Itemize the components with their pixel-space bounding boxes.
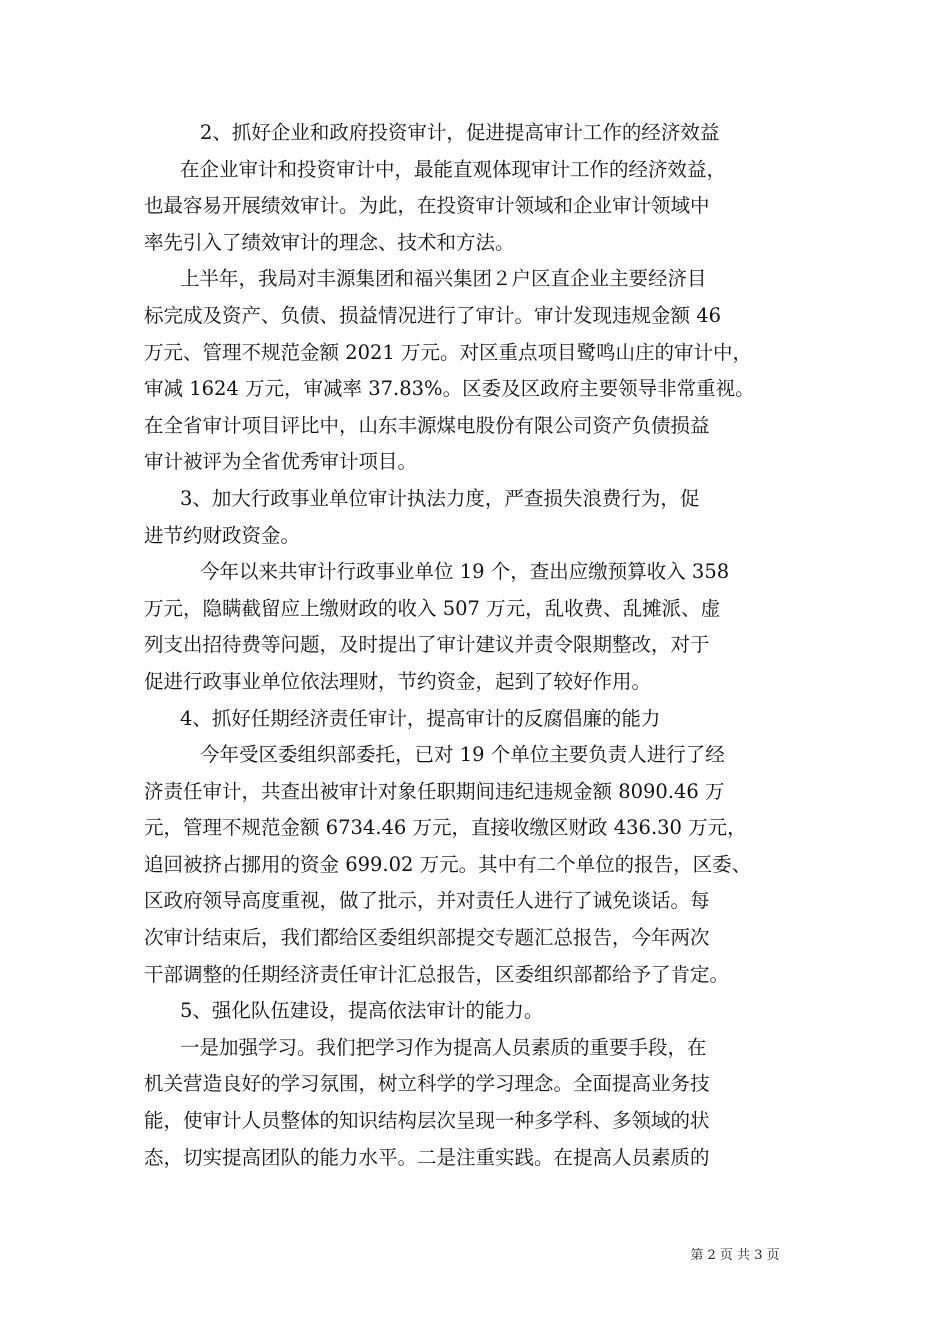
paragraph-line: 率先引入了绩效审计的理念、技术和方法。: [144, 230, 515, 254]
paragraph-line: 审计被评为全省优秀审计项目。: [144, 450, 418, 474]
document-body: [144, 115, 814, 1176]
paragraph-line: 也最容易开展绩效审计。为此，在投资审计领域和企业审计领域中: [144, 194, 710, 218]
paragraph-line: 能，使审计人员整体的知识结构层次呈现一种多学科、多领域的状: [144, 1109, 710, 1133]
paragraph-line: 元，管理不规范金额 6734.46 万元，直接收缴区财政 436.30 万元，: [144, 816, 747, 840]
section-heading-3: 3、加大行政事业单位审计执法力度，严查损失浪费行为，促: [180, 486, 700, 510]
section-heading-4: 4、抓好任期经济责任审计，提高审计的反腐倡廉的能力: [180, 706, 661, 730]
paragraph-line: 标完成及资产、负债、损益情况进行了审计。审计发现违规金额 46: [144, 303, 722, 327]
paragraph-line: 审减 1624 万元，审减率 37.83%。区委及区政府主要领导非常重视。: [144, 377, 755, 401]
paragraph-line: 区政府领导高度重视，做了批示，并对责任人进行了诫免谈话。每: [144, 889, 710, 913]
section-heading-3-cont: 进节约财政资金。: [144, 523, 301, 547]
paragraph-line: 态，切实提高团队的能力水平。二是注重实践。在提高人员素质的: [144, 1145, 710, 1169]
paragraph-line: 在全省审计项目评比中，山东丰源煤电股份有限公司资产负债损益: [144, 413, 710, 437]
paragraph-line: 促进行政事业单位依法理财，节约资金，起到了较好作用。: [144, 669, 652, 693]
paragraph-line: 次审计结束后，我们都给区委组织部提交专题汇总报告，今年两次: [144, 926, 710, 950]
paragraph-line: 在企业审计和投资审计中，最能直观体现审计工作的经济效益，: [180, 157, 727, 181]
section-heading-2: 2、抓好企业和政府投资审计，促进提高审计工作的经济效益: [200, 121, 720, 144]
paragraph-line: 追回被挤占挪用的资金 699.02 万元。其中有二个单位的报告，区委、: [144, 852, 752, 876]
paragraph-line: 万元、管理不规范金额 2021 万元。对区重点项目鹭鸣山庄的审计中，: [144, 340, 753, 364]
paragraph-line: 今年以来共审计行政事业单位 19 个，查出应缴预算收入 358: [200, 560, 730, 584]
paragraph-line: 一是加强学习。我们把学习作为提高人员素质的重要手段，在: [180, 1035, 707, 1059]
paragraph-line: 万元，隐瞒截留应上缴财政的收入 507 万元，乱收费、乱摊派、虚: [144, 596, 721, 620]
paragraph-line: 济责任审计，共查出被审计对象任职期间违纪违规金额 8090.46 万: [144, 779, 725, 803]
paragraph-line: 上半年，我局对丰源集团和福兴集团２户区直企业主要经济目: [180, 267, 707, 291]
paragraph-line: 列支出招待费等问题，及时提出了审计建议并责令限期整改，对于: [144, 633, 710, 657]
paragraph-line: 今年受区委组织部委托，已对 19 个单位主要负责人进行了经: [200, 743, 725, 767]
paragraph-line: 干部调整的任期经济责任审计汇总报告，区委组织部都给予了肯定。: [144, 962, 730, 986]
section-heading-5: 5、强化队伍建设，提高依法审计的能力。: [180, 999, 544, 1023]
paragraph-line: 机关营造良好的学习氛围，树立科学的学习理念。全面提高业务技: [144, 1072, 710, 1096]
page-number-footer: 第 2 页 共 3 页: [690, 1248, 780, 1263]
